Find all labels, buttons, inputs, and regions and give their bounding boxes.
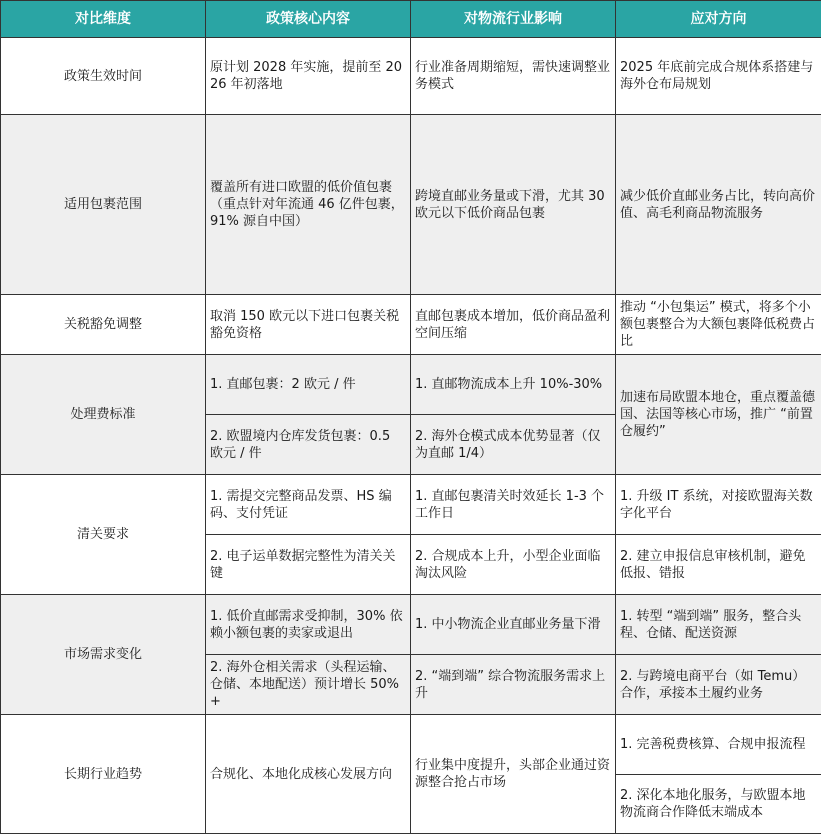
table-row (1, 475, 821, 535)
impact-cell: 2. “端到端” 综合物流服务需求上升 (411, 655, 616, 715)
policy-cell: 取消 150 欧元以下进口包裹关税豁免资格 (206, 295, 411, 355)
header-response: 应对方向 (616, 1, 821, 38)
impact-cell: 跨境直邮业务量或下滑，尤其 30 欧元以下低价商品包裹 (411, 115, 616, 295)
policy-cell: 1. 需提交完整商品发票、HS 编码、支付凭证 (206, 475, 411, 535)
dimension-cell: 清关要求 (1, 475, 206, 595)
impact-cell: 行业集中度提升，头部企业通过资源整合抢占市场 (411, 715, 616, 834)
response-cell: 1. 升级 IT 系统，对接欧盟海关数字化平台 (616, 475, 821, 535)
policy-cell: 2. 海外仓相关需求（头程运输、仓储、本地配送）预计增长 50%+ (206, 655, 411, 715)
policy-cell: 合规化、本地化成核心发展方向 (206, 715, 411, 834)
table-row (1, 38, 821, 115)
policy-cell: 1. 直邮包裹：2 欧元 / 件 (206, 355, 411, 415)
response-cell: 2. 建立申报信息审核机制，避免低报、错报 (616, 535, 821, 595)
impact-cell: 直邮包裹成本增加，低价商品盈利空间压缩 (411, 295, 616, 355)
policy-cell: 原计划 2028 年实施，提前至 2026 年初落地 (206, 38, 411, 115)
dimension-cell: 政策生效时间 (1, 38, 206, 115)
dimension-cell: 市场需求变化 (1, 595, 206, 715)
response-cell: 2. 与跨境电商平台（如 Temu）合作，承接本土履约业务 (616, 655, 821, 715)
table-row (1, 355, 821, 415)
table-row (1, 115, 821, 295)
impact-cell: 行业准备周期缩短，需快速调整业务模式 (411, 38, 616, 115)
response-cell: 2025 年底前完成合规体系搭建与海外仓布局规划 (616, 38, 821, 115)
response-cell: 减少低价直邮业务占比，转向高价值、高毛利商品物流服务 (616, 115, 821, 295)
dimension-cell: 长期行业趋势 (1, 715, 206, 834)
impact-cell: 2. 合规成本上升，小型企业面临淘汰风险 (411, 535, 616, 595)
header-impact: 对物流行业影响 (411, 1, 616, 38)
impact-cell: 1. 直邮包裹清关时效延长 1-3 个工作日 (411, 475, 616, 535)
response-cell: 推动 “小包集运” 模式，将多个小额包裹整合为大额包裹降低税费占比 (616, 295, 821, 355)
response-cell: 1. 转型 “端到端” 服务，整合头程、仓储、配送资源 (616, 595, 821, 655)
response-cell: 1. 完善税费核算、合规申报流程 (616, 715, 821, 775)
table-row (1, 295, 821, 355)
policy-cell: 2. 欧盟境内仓库发货包裹：0.5 欧元 / 件 (206, 415, 411, 475)
impact-cell: 2. 海外仓模式成本优势显著（仅为直邮 1/4） (411, 415, 616, 475)
table-row (1, 715, 821, 775)
policy-cell: 2. 电子运单数据完整性为清关关键 (206, 535, 411, 595)
dimension-cell: 处理费标准 (1, 355, 206, 475)
header-dimension: 对比维度 (1, 1, 206, 38)
response-cell: 2. 深化本地化服务，与欧盟本地物流商合作降低末端成本 (616, 775, 821, 834)
impact-cell: 1. 直邮物流成本上升 10%-30% (411, 355, 616, 415)
impact-cell: 1. 中小物流企业直邮业务量下滑 (411, 595, 616, 655)
dimension-cell: 关税豁免调整 (1, 295, 206, 355)
table-row (1, 595, 821, 655)
dimension-cell: 适用包裹范围 (1, 115, 206, 295)
policy-cell: 1. 低价直邮需求受抑制，30% 依赖小额包裹的卖家或退出 (206, 595, 411, 655)
header-policy: 政策核心内容 (206, 1, 411, 38)
header-row (1, 1, 821, 38)
response-cell: 加速布局欧盟本地仓，重点覆盖德国、法国等核心市场，推广 “前置仓履约” (616, 355, 821, 475)
policy-cell: 覆盖所有进口欧盟的低价值包裹（重点针对年流通 46 亿件包裹，91% 源自中国） (206, 115, 411, 295)
